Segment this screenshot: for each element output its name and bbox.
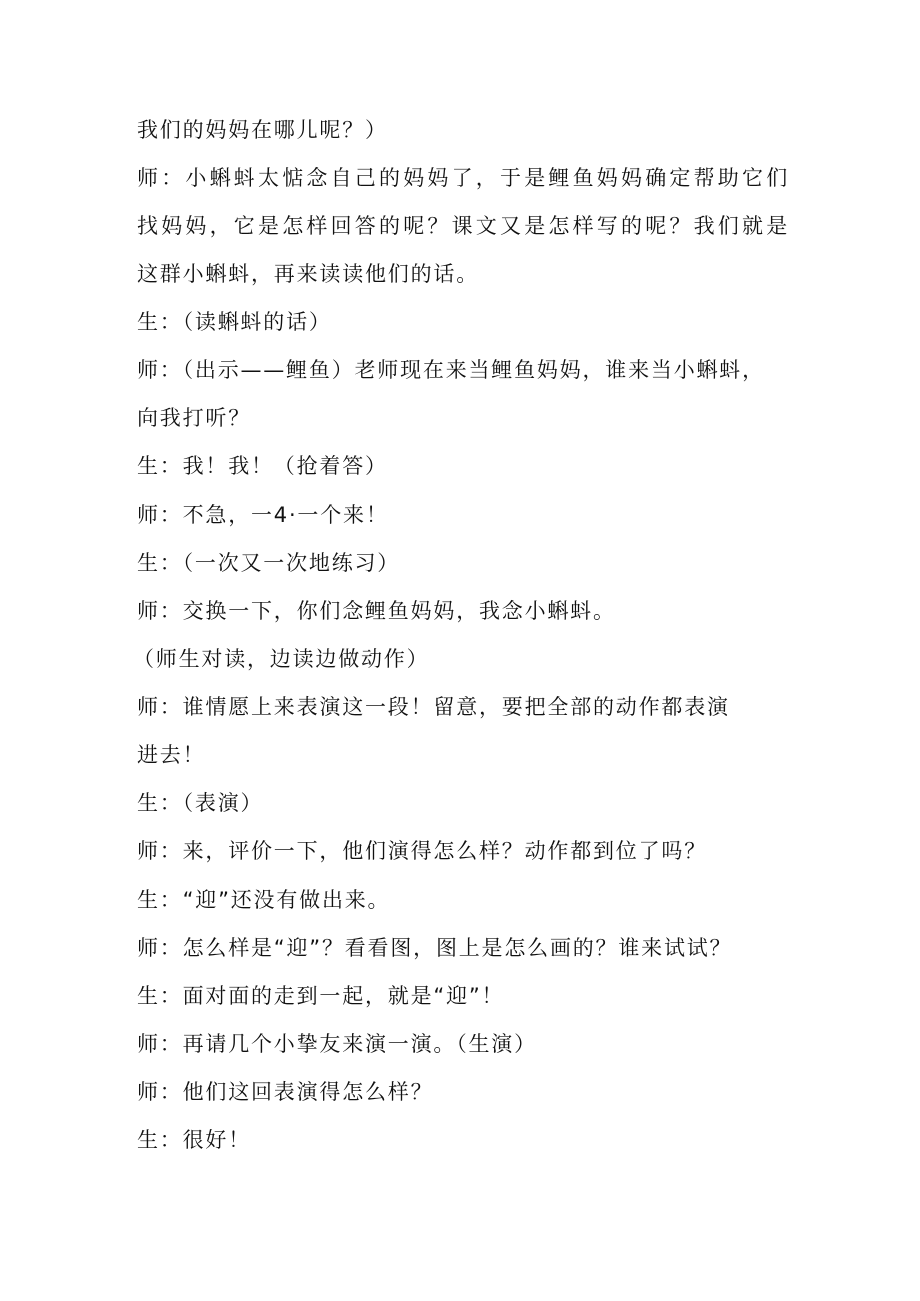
text-line-12: （师生对读，边读边做动作） (133, 647, 430, 671)
text-line-20: 师：再请几个小挚友来演一演。（生演） (137, 1032, 537, 1056)
text-line-22: 生：很好！ (137, 1128, 251, 1152)
text-line-15: 生：（表演） (137, 791, 264, 815)
text-line-6: 师：（出示——鲤鱼）老师现在来当鲤鱼妈妈，谁来当小蝌蚪， (137, 358, 765, 382)
text-line-17: 生：“迎”还没有做出来。 (137, 888, 391, 912)
text-line-2: 师：小蝌蚪太惦念自己的妈妈了，于是鲤鱼妈妈确定帮助它们 (137, 166, 791, 190)
text-line-14: 进去！ (137, 743, 206, 767)
text-line-4: 这群小蝌蚪，再来读读他们的话。 (137, 262, 479, 286)
text-line-16: 师：来，评价一下，他们演得怎么样？动作都到位了吗？ (137, 839, 707, 863)
text-line-5: 生：（读蝌蚪的话） (137, 310, 332, 334)
text-line-19: 生：面对面的走到一起，就是“迎”！ (137, 984, 505, 1008)
text-line-10: 生：（一次又一次地练习） (137, 551, 401, 575)
text-line-18: 师：怎么样是“迎”？看看图，图上是怎么画的？谁来试试？ (137, 936, 733, 960)
text-line-8: 生：我！我！（抢着答） (137, 454, 388, 478)
text-line-3: 找妈妈，它是怎样回答的呢？课文又是怎样写的呢？我们就是 (137, 214, 791, 238)
text-line-9: 师：不急，一4·一个来！ (137, 503, 389, 527)
text-line-1: 我们的妈妈在哪儿呢？） (137, 118, 388, 142)
text-line-11: 师：交换一下，你们念鲤鱼妈妈，我念小蝌蚪。 (137, 599, 616, 623)
text-line-7: 向我打听？ (137, 406, 251, 430)
text-line-13: 师：谁情愿上来表演这一段！留意，要把全部的动作都表演 (137, 695, 730, 719)
text-line-21: 师：他们这回表演得怎么样？ (137, 1080, 434, 1104)
